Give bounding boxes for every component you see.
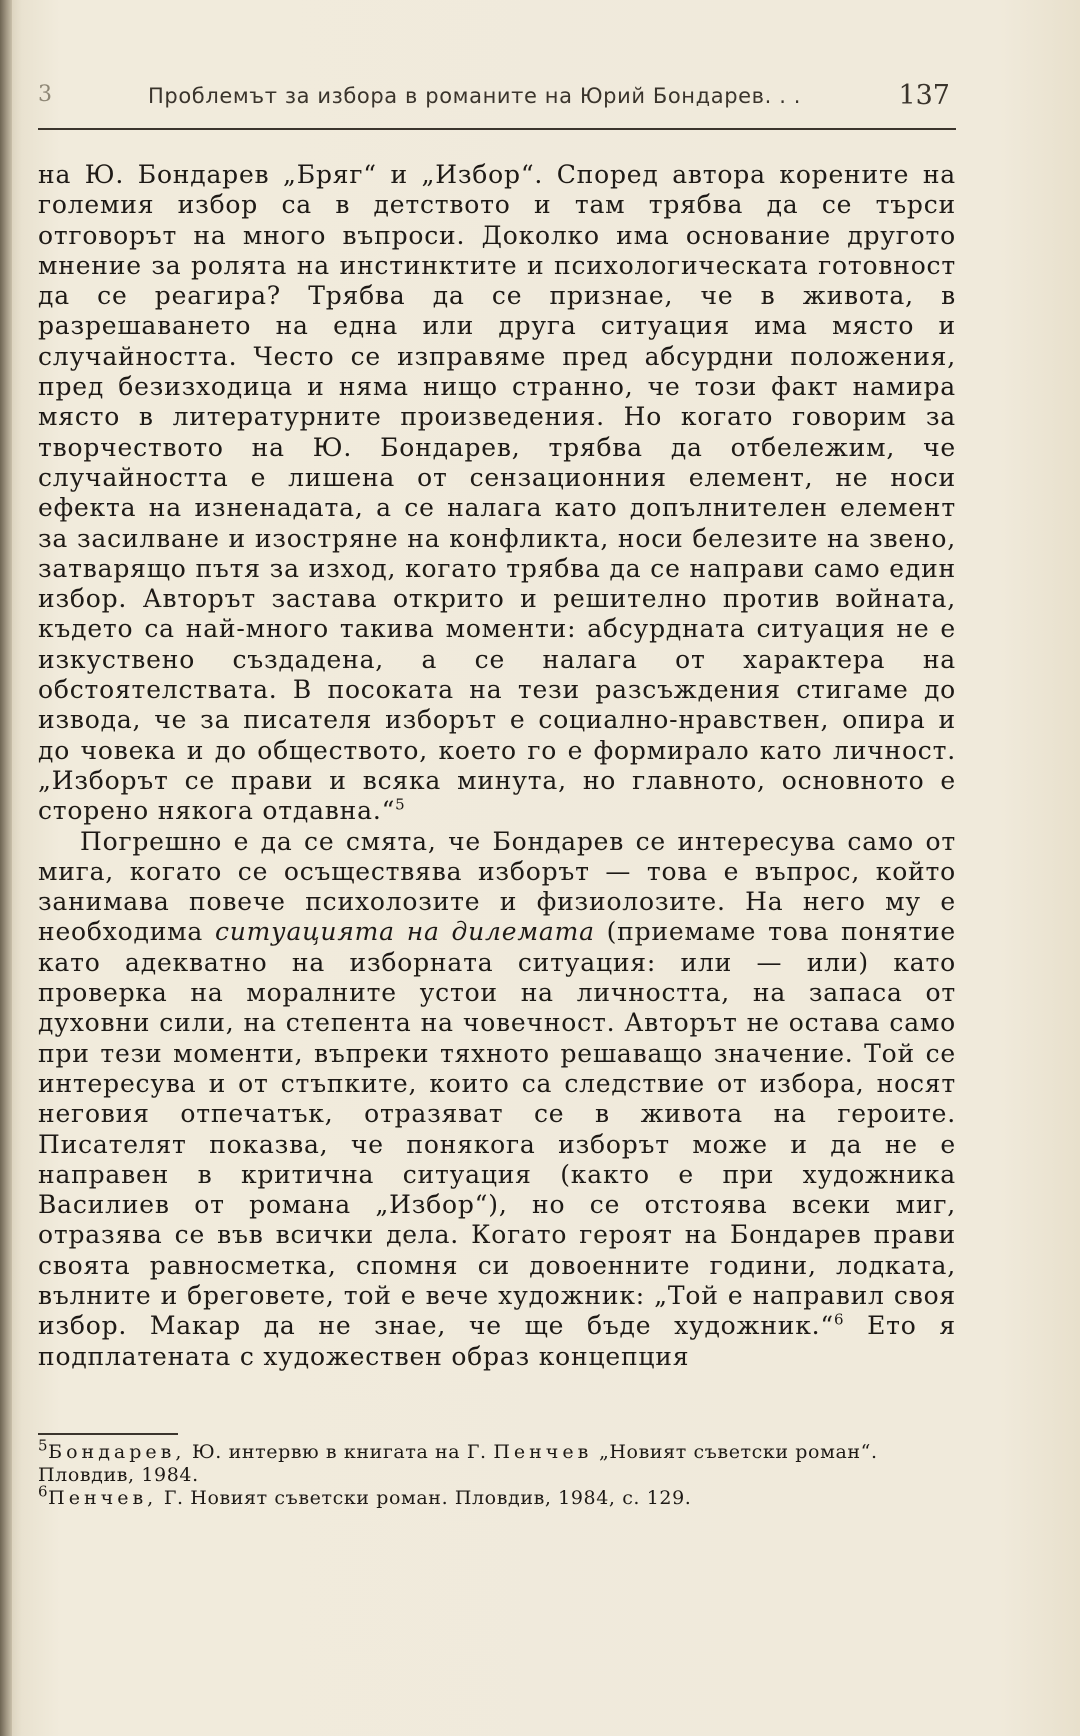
footnote-5-spaced-name: Пенчев — [493, 1441, 593, 1463]
paragraph-1 — [38, 160, 956, 827]
footnote-6-number: 6 — [38, 1482, 49, 1501]
header-rule — [38, 128, 956, 130]
footnote-5-text: Ю. интервю в книгата на Г. — [192, 1441, 487, 1463]
paragraph-2-start: Погрешно е да се смята, че Бондарев се интересува само от мига, когато се осъществява изборът — това е въпрос, който занимава повече психолозите и физиолозите. На него му е необходима — [38, 826, 956, 947]
folio-mark: 3 — [38, 82, 52, 107]
page-header — [38, 78, 958, 118]
footnote-6-text: Г. Новият съветски роман. Пловдив, 1984, с. 129. — [163, 1487, 692, 1509]
footnote-5 — [38, 1436, 956, 1487]
page-binding-edge — [0, 0, 12, 1736]
paragraph-2-end: Ето я подплатената с художествен образ концепция — [38, 1311, 956, 1371]
running-head: Проблемът за избора в романите на Юрий Бондарев. . . — [148, 84, 802, 108]
footnote-5-number: 5 — [38, 1436, 49, 1455]
footnote-ref-6: 6 — [834, 1310, 845, 1329]
footnote-ref-5: 5 — [395, 795, 406, 814]
footnote-rule — [38, 1433, 178, 1435]
footnote-6-author: Пенчев, — [48, 1487, 158, 1509]
footnote-5-author: Бондарев, — [48, 1441, 186, 1463]
paragraph-2-emphasis: ситуацията на дилемата — [214, 917, 595, 947]
body-text — [38, 160, 956, 1372]
footnote-6 — [38, 1482, 956, 1510]
paragraph-2-middle: (приемаме това понятие като адекватно на изборната ситуация: или — или) като проверка на моралните устои на личността, на запаса от духовни сили, на степента на човечност. Авторът не остава само при тези моменти, въпреки тяхното решаващо значение. Той се интересува и от стъпките, които са следствие от избора, носят неговия отпечатък, отразяват се в живота на героите. Писателят показва, че понякога изборът може и да не е направен в критична ситуация (както е при художника Василиев от романа „Избор“), но се отстоява всеки миг, отразява се във всички дела. Когато героят на Бондарев прави своята равносметка, спомня си довоенните години, лодката, вълните и бреговете, той е вече художник: „Той е направил своя избор. Макар да не знае, че ще бъде художник.“ — [38, 917, 957, 1341]
paragraph-2 — [38, 827, 956, 1372]
paragraph-1-text: на Ю. Бондарев „Бряг“ и „Избор“. Според автора корените на големия избор са в детството и там трябва да се търси отговорът на много въпроси. Доколко има основание другото мнение за ролята на инстинктите и психологическата готовност да се реагира? Трябва да се признае, че в живота, в разрешаването на една или друга ситуация има място и случайността. Често се изправяме пред абсурдни положения, пред безизходица и няма нищо странно, че този факт намира място в литературните произведения. Но когато говорим за творчеството на Ю. Бондарев, трябва да отбележим, че случайността е лишена от сензационния елемент, не носи ефекта на изненадата, а се налага като допълнителен елемент за засилване и изостряне на конфликта, носи белезите на звено, затварящо пътя за изход, когато трябва да се направи само един избор. Авторът застава открито и решително против войната, където са най-много такива моменти: абсурдната ситуация не е изкуствено създадена, а се налага от характера на обстоятелствата. В посоката на тези разсъждения стигаме до извода, че за писателя изборът е социално-нравствен, опира и до човека и до обществото, което го е формирало като личност. „Изборът се прави и всяка минута, но главното, основното е сторено някога отдавна.“ — [38, 160, 956, 826]
page-number: 137 — [898, 80, 950, 111]
footnotes — [38, 1436, 956, 1510]
footnote-5-rest: „Новият съветски роман“. Пловдив, 1984. — [38, 1441, 878, 1486]
